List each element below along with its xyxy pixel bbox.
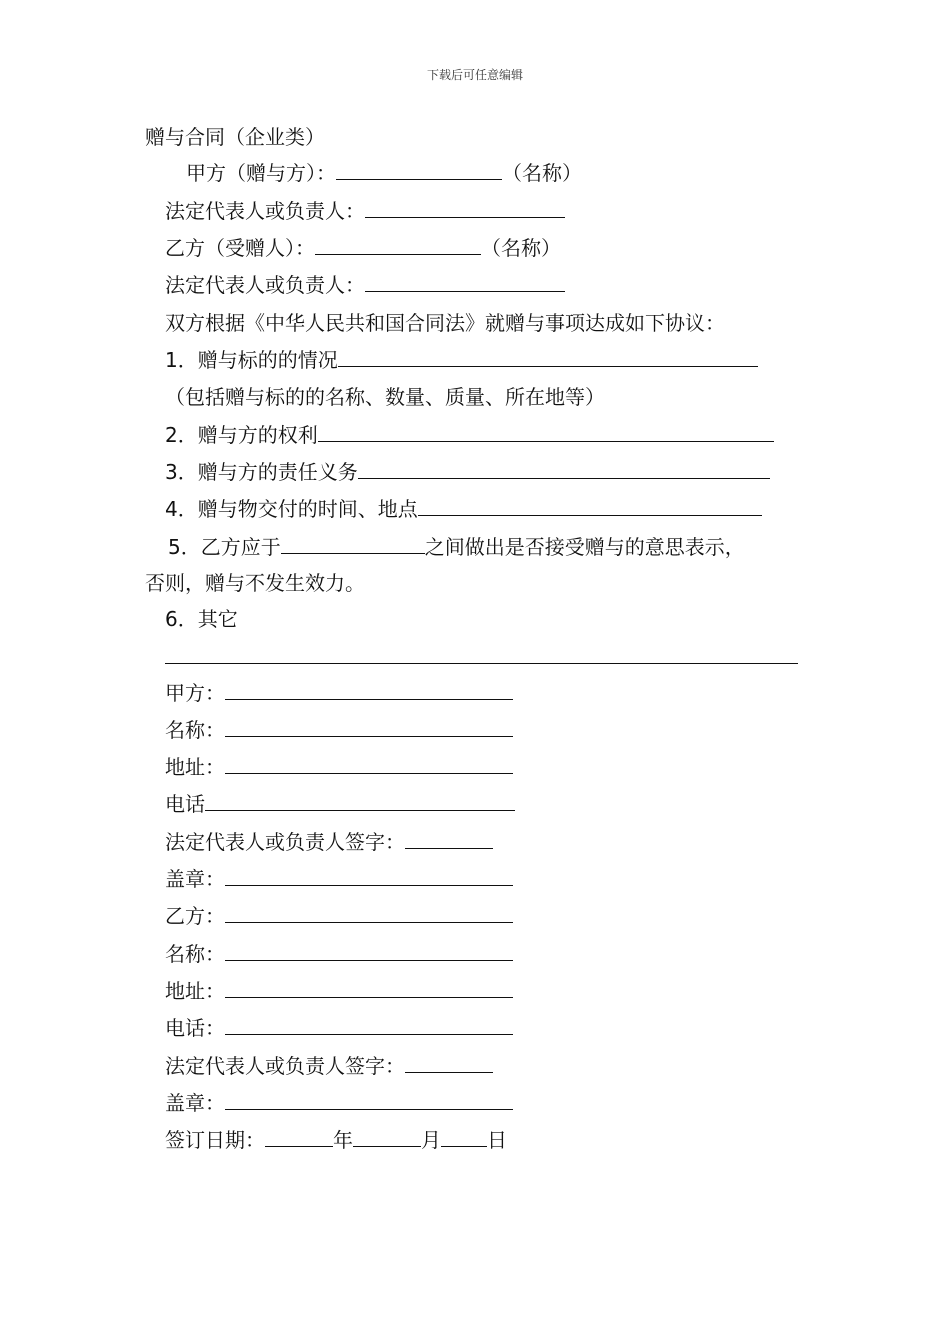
- sign-b-party-blank[interactable]: [225, 902, 513, 923]
- sign-b-name-label: 名称：: [165, 942, 225, 966]
- party-a-label: 甲方（赠与方）：: [186, 161, 336, 185]
- sign-a-rep-blank[interactable]: [405, 828, 493, 849]
- rep-a-label: 法定代表人或负责人：: [165, 199, 365, 223]
- sign-a-seal: [165, 865, 513, 892]
- party-b-blank[interactable]: [315, 234, 481, 255]
- sign-a-party: [165, 679, 513, 706]
- sign-b-address-blank[interactable]: [225, 977, 513, 998]
- clause-3: [165, 458, 770, 485]
- sign-a-seal-blank[interactable]: [225, 865, 513, 886]
- contract-title: 赠与合同（企业类）: [145, 125, 325, 149]
- date-year-label: 年: [333, 1128, 353, 1152]
- clause-3-label: 3．赠与方的责任义务: [165, 460, 358, 484]
- rep-a-line: [165, 197, 565, 224]
- sign-b-address-label: 地址：: [165, 979, 225, 1003]
- sign-b-party-label: 乙方：: [165, 904, 225, 928]
- sign-b-phone-label: 电话：: [165, 1016, 225, 1040]
- sign-a-address-label: 地址：: [165, 755, 225, 779]
- date-month-label: 月: [421, 1128, 441, 1152]
- sign-a-address-blank[interactable]: [225, 753, 513, 774]
- sign-b-seal-blank[interactable]: [225, 1089, 513, 1110]
- clause-6-blank[interactable]: [165, 663, 798, 664]
- agreement-intro: 双方根据《中华人民共和国合同法》就赠与事项达成如下协议：: [165, 311, 725, 335]
- clause-5: [168, 533, 745, 560]
- clause-2: [165, 421, 774, 448]
- sign-a-party-blank[interactable]: [225, 679, 513, 700]
- clause-2-label: 2．赠与方的权利: [165, 423, 318, 447]
- sign-b-name-blank[interactable]: [225, 940, 513, 961]
- sign-a-name-label: 名称：: [165, 718, 225, 742]
- rep-b-label: 法定代表人或负责人：: [165, 273, 365, 297]
- date-month-blank[interactable]: [353, 1126, 421, 1147]
- sign-b-party: [165, 902, 513, 929]
- sign-a-phone: [165, 790, 515, 817]
- party-a-blank[interactable]: [336, 159, 502, 180]
- rep-a-blank[interactable]: [365, 197, 565, 218]
- sign-b-rep-blank[interactable]: [405, 1052, 493, 1073]
- party-a-line: [186, 159, 582, 186]
- clause-5-label: 5．乙方应于: [168, 535, 281, 559]
- sign-a-rep-label: 法定代表人或负责人签字：: [165, 830, 405, 854]
- clause-1-blank[interactable]: [338, 346, 758, 367]
- sign-b-phone-blank[interactable]: [225, 1014, 513, 1035]
- signing-date: [165, 1126, 507, 1153]
- sign-a-party-label: 甲方：: [165, 681, 225, 705]
- sign-b-name: [165, 940, 513, 967]
- page-header: 下载后可任意编辑: [426, 68, 523, 82]
- party-b-line: [165, 234, 561, 261]
- date-day-label: 日: [487, 1128, 507, 1152]
- clause-4-label: 4．赠与物交付的时间、地点: [165, 497, 418, 521]
- party-b-suffix: （名称）: [481, 236, 561, 260]
- sign-b-seal: [165, 1089, 513, 1116]
- sign-a-name-blank[interactable]: [225, 716, 513, 737]
- rep-b-line: [165, 271, 565, 298]
- sign-b-seal-label: 盖章：: [165, 1091, 225, 1115]
- sign-b-phone: [165, 1014, 513, 1041]
- party-a-suffix: （名称）: [502, 161, 582, 185]
- sign-b-rep: [165, 1052, 493, 1079]
- rep-b-blank[interactable]: [365, 271, 565, 292]
- signing-date-label: 签订日期：: [165, 1128, 265, 1152]
- clause-4: [165, 495, 762, 522]
- clause-1-label: 1．赠与标的的情况: [165, 348, 338, 372]
- clause-5-blank[interactable]: [281, 533, 425, 554]
- clause-4-blank[interactable]: [418, 495, 762, 516]
- sign-a-rep: [165, 828, 493, 855]
- sign-a-phone-blank[interactable]: [205, 790, 515, 811]
- clause-1: [165, 346, 758, 373]
- sign-a-address: [165, 753, 513, 780]
- clause-3-blank[interactable]: [358, 458, 770, 479]
- clause-6: 6．其它: [165, 607, 238, 631]
- sign-a-name: [165, 716, 513, 743]
- sign-a-seal-label: 盖章：: [165, 867, 225, 891]
- date-day-blank[interactable]: [441, 1126, 487, 1147]
- sign-b-address: [165, 977, 513, 1004]
- clause-2-blank[interactable]: [318, 421, 774, 442]
- date-year-blank[interactable]: [265, 1126, 333, 1147]
- sign-b-rep-label: 法定代表人或负责人签字：: [165, 1054, 405, 1078]
- sign-a-phone-label: 电话: [165, 792, 205, 816]
- clause-1-note: （包括赠与标的的名称、数量、质量、所在地等）: [165, 385, 605, 409]
- party-b-label: 乙方（受赠人）：: [165, 236, 315, 260]
- clause-5-suffix: 之间做出是否接受赠与的意思表示，: [424, 535, 745, 559]
- clause-5-continuation: 否则，赠与不发生效力。: [145, 571, 365, 595]
